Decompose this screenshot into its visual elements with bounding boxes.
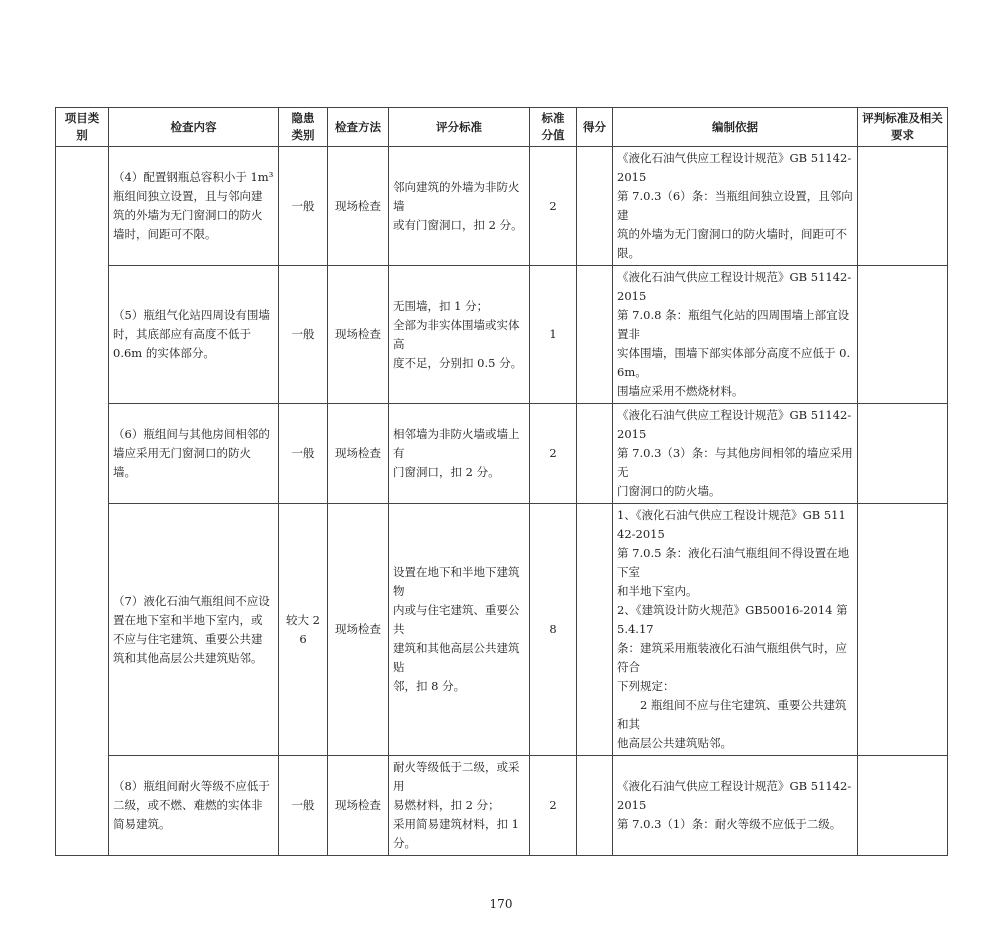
table-row <box>56 504 948 756</box>
obtained-cell <box>577 504 613 756</box>
inspection-table <box>55 107 948 856</box>
hazard-cell: 一般 <box>279 147 328 266</box>
hazard-cell: 一般 <box>279 756 328 856</box>
method-cell: 现场检查 <box>328 404 389 504</box>
obtained-cell <box>577 266 613 404</box>
requirements-cell <box>858 504 948 756</box>
hazard-cell: 一般 <box>279 266 328 404</box>
obtained-cell <box>577 756 613 856</box>
content-cell: （6）瓶组间与其他房间相邻的 墙应采用无门窗洞口的防火 墙。 <box>109 404 279 504</box>
requirements-cell <box>858 266 948 404</box>
basis-cell: 1、《液化石油气供应工程设计规范》GB 51142-2015 第 7.0.5 条：液化石油气瓶组间不得设置在地下室 和半地下室内。 2、《建筑设计防火规范》GB50016-2014 第 5.4.17 条：建筑采用瓶装液化石油气瓶组供气时，应符合 下列规定： 2 瓶组间不应与住宅建筑、重要公共建筑和其 他高层公共建筑贴邻。 <box>613 504 858 756</box>
hazard-cell: 一般 <box>279 404 328 504</box>
content-cell: （5）瓶组气化站四周设有围墙 时，其底部应有高度不低于 0.6m 的实体部分。 <box>109 266 279 404</box>
requirements-cell <box>858 756 948 856</box>
method-cell: 现场检查 <box>328 504 389 756</box>
criteria-cell: 邻向建筑的外墙为非防火墙 或有门窗洞口，扣 2 分。 <box>389 147 530 266</box>
page-number: 170 <box>489 897 513 911</box>
requirements-cell <box>858 147 948 266</box>
method-cell: 现场检查 <box>328 266 389 404</box>
header-criteria: 评分标准 <box>389 108 530 147</box>
criteria-cell: 耐火等级低于二级，或采用 易燃材料，扣 2 分； 采用简易建筑材料，扣 1 分。 <box>389 756 530 856</box>
score-cell: 2 <box>530 756 577 856</box>
obtained-cell <box>577 147 613 266</box>
content-cell: （4）配置钢瓶总容积小于 1m³ 瓶组间独立设置，且与邻向建 筑的外墙为无门窗洞口的防火 墙时，间距可不限。 <box>109 147 279 266</box>
score-cell: 1 <box>530 266 577 404</box>
category-cell <box>56 147 109 856</box>
table-row <box>56 266 948 404</box>
content-cell: （7）液化石油气瓶组间不应设 置在地下室和半地下室内，或 不应与住宅建筑、重要公共建 筑和其他高层公共建筑贴邻。 <box>109 504 279 756</box>
table-row <box>56 147 948 266</box>
hazard-cell: 较大 26 <box>279 504 328 756</box>
basis-cell: 《液化石油气供应工程设计规范》GB 51142-2015 第 7.0.8 条：瓶组气化站的四周围墙上部宜设置非 实体围墙，围墙下部实体部分高度不应低于 0.6m。 围墙应采用不燃烧材料。 <box>613 266 858 404</box>
table-row <box>56 404 948 504</box>
header-requirements: 评判标准及相关 要求 <box>858 108 948 147</box>
header-basis: 编制依据 <box>613 108 858 147</box>
header-obtained: 得分 <box>577 108 613 147</box>
content-cell: （8）瓶组间耐火等级不应低于 二级，或不燃、难燃的实体非 简易建筑。 <box>109 756 279 856</box>
method-cell: 现场检查 <box>328 147 389 266</box>
table-row <box>56 756 948 856</box>
score-cell: 2 <box>530 147 577 266</box>
header-hazard: 隐患 类别 <box>279 108 328 147</box>
header-content: 检查内容 <box>109 108 279 147</box>
criteria-cell: 无围墙，扣 1 分； 全部为非实体围墙或实体高 度不足，分别扣 0.5 分。 <box>389 266 530 404</box>
requirements-cell <box>858 404 948 504</box>
header-category: 项目类别 <box>56 108 109 147</box>
criteria-cell: 设置在地下和半地下建筑物 内或与住宅建筑、重要公共 建筑和其他高层公共建筑贴 邻，扣 8 分。 <box>389 504 530 756</box>
basis-cell: 《液化石油气供应工程设计规范》GB 51142-2015 第 7.0.3（3）条：与其他房间相邻的墙应采用无 门窗洞口的防火墙。 <box>613 404 858 504</box>
method-cell: 现场检查 <box>328 756 389 856</box>
obtained-cell <box>577 404 613 504</box>
basis-cell: 《液化石油气供应工程设计规范》GB 51142-2015 第 7.0.3（6）条：当瓶组间独立设置，且邻向建 筑的外墙为无门窗洞口的防火墙时，间距可不限。 <box>613 147 858 266</box>
basis-cell: 《液化石油气供应工程设计规范》GB 51142-2015 第 7.0.3（1）条：耐火等级不应低于二级。 <box>613 756 858 856</box>
table-header-row <box>56 108 948 147</box>
header-method: 检查方法 <box>328 108 389 147</box>
score-cell: 2 <box>530 404 577 504</box>
criteria-cell: 相邻墙为非防火墙或墙上有 门窗洞口，扣 2 分。 <box>389 404 530 504</box>
header-score: 标准 分值 <box>530 108 577 147</box>
score-cell: 8 <box>530 504 577 756</box>
